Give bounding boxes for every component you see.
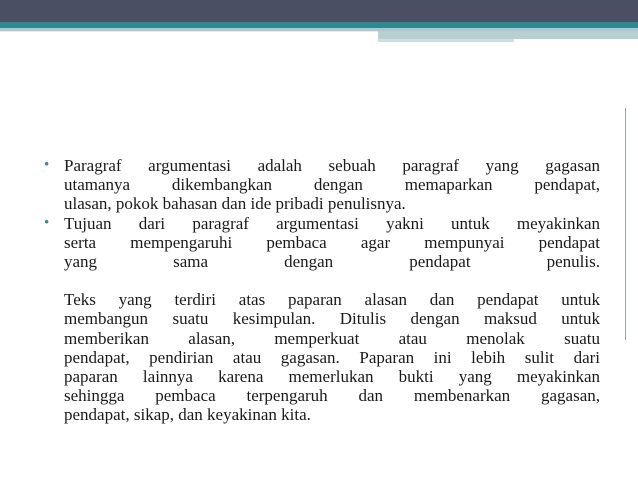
bullet-icon: • [44,214,50,231]
line: serta mempengaruhi pembaca agar mempunyai pendapat [64,232,600,252]
line: pendapat, sikap, dan keyakinan kita. [64,405,311,425]
header-band-dark [0,0,638,22]
paragraph-gap [64,271,600,290]
line: yang sama dengan pendapat penulis. [64,252,600,272]
line: Tujuan dari paragraf argumentasi yakni untuk meyakinkan [64,213,600,233]
header-band-thin-line [0,31,378,32]
line: Paragraf argumentasi adalah sebuah paragraf yang gagasan [64,156,600,175]
line: memberikan alasan, memperkuat atau menolak suatu [64,328,600,348]
line: pendapat, pendirian atau gagasan. Paparan ini lebih sulit dari [64,347,600,367]
header-accent-segment-small [378,39,514,42]
bullet-item-definition [40,156,600,214]
bullet-item-purpose [40,214,600,425]
header-accent-segment [378,31,638,39]
slide-body [40,156,600,425]
line: sehingga pembaca terpengaruh dan membenarkan gagasan, [64,386,600,406]
line: Teks yang terdiri atas paparan alasan dan pendapat untuk [64,290,600,310]
line: ulasan, pokok bahasan dan ide pribadi penulisnya. [64,194,406,214]
right-vertical-rule [625,108,626,340]
line: utamanya dikembangkan dengan memaparkan pendapat, [64,175,600,195]
bullet-icon: • [44,157,50,173]
line: membangun suatu kesimpulan. Ditulis dengan maksud untuk [64,309,600,329]
line: paparan lainnya karena memerlukan bukti yang meyakinkan [64,367,600,387]
